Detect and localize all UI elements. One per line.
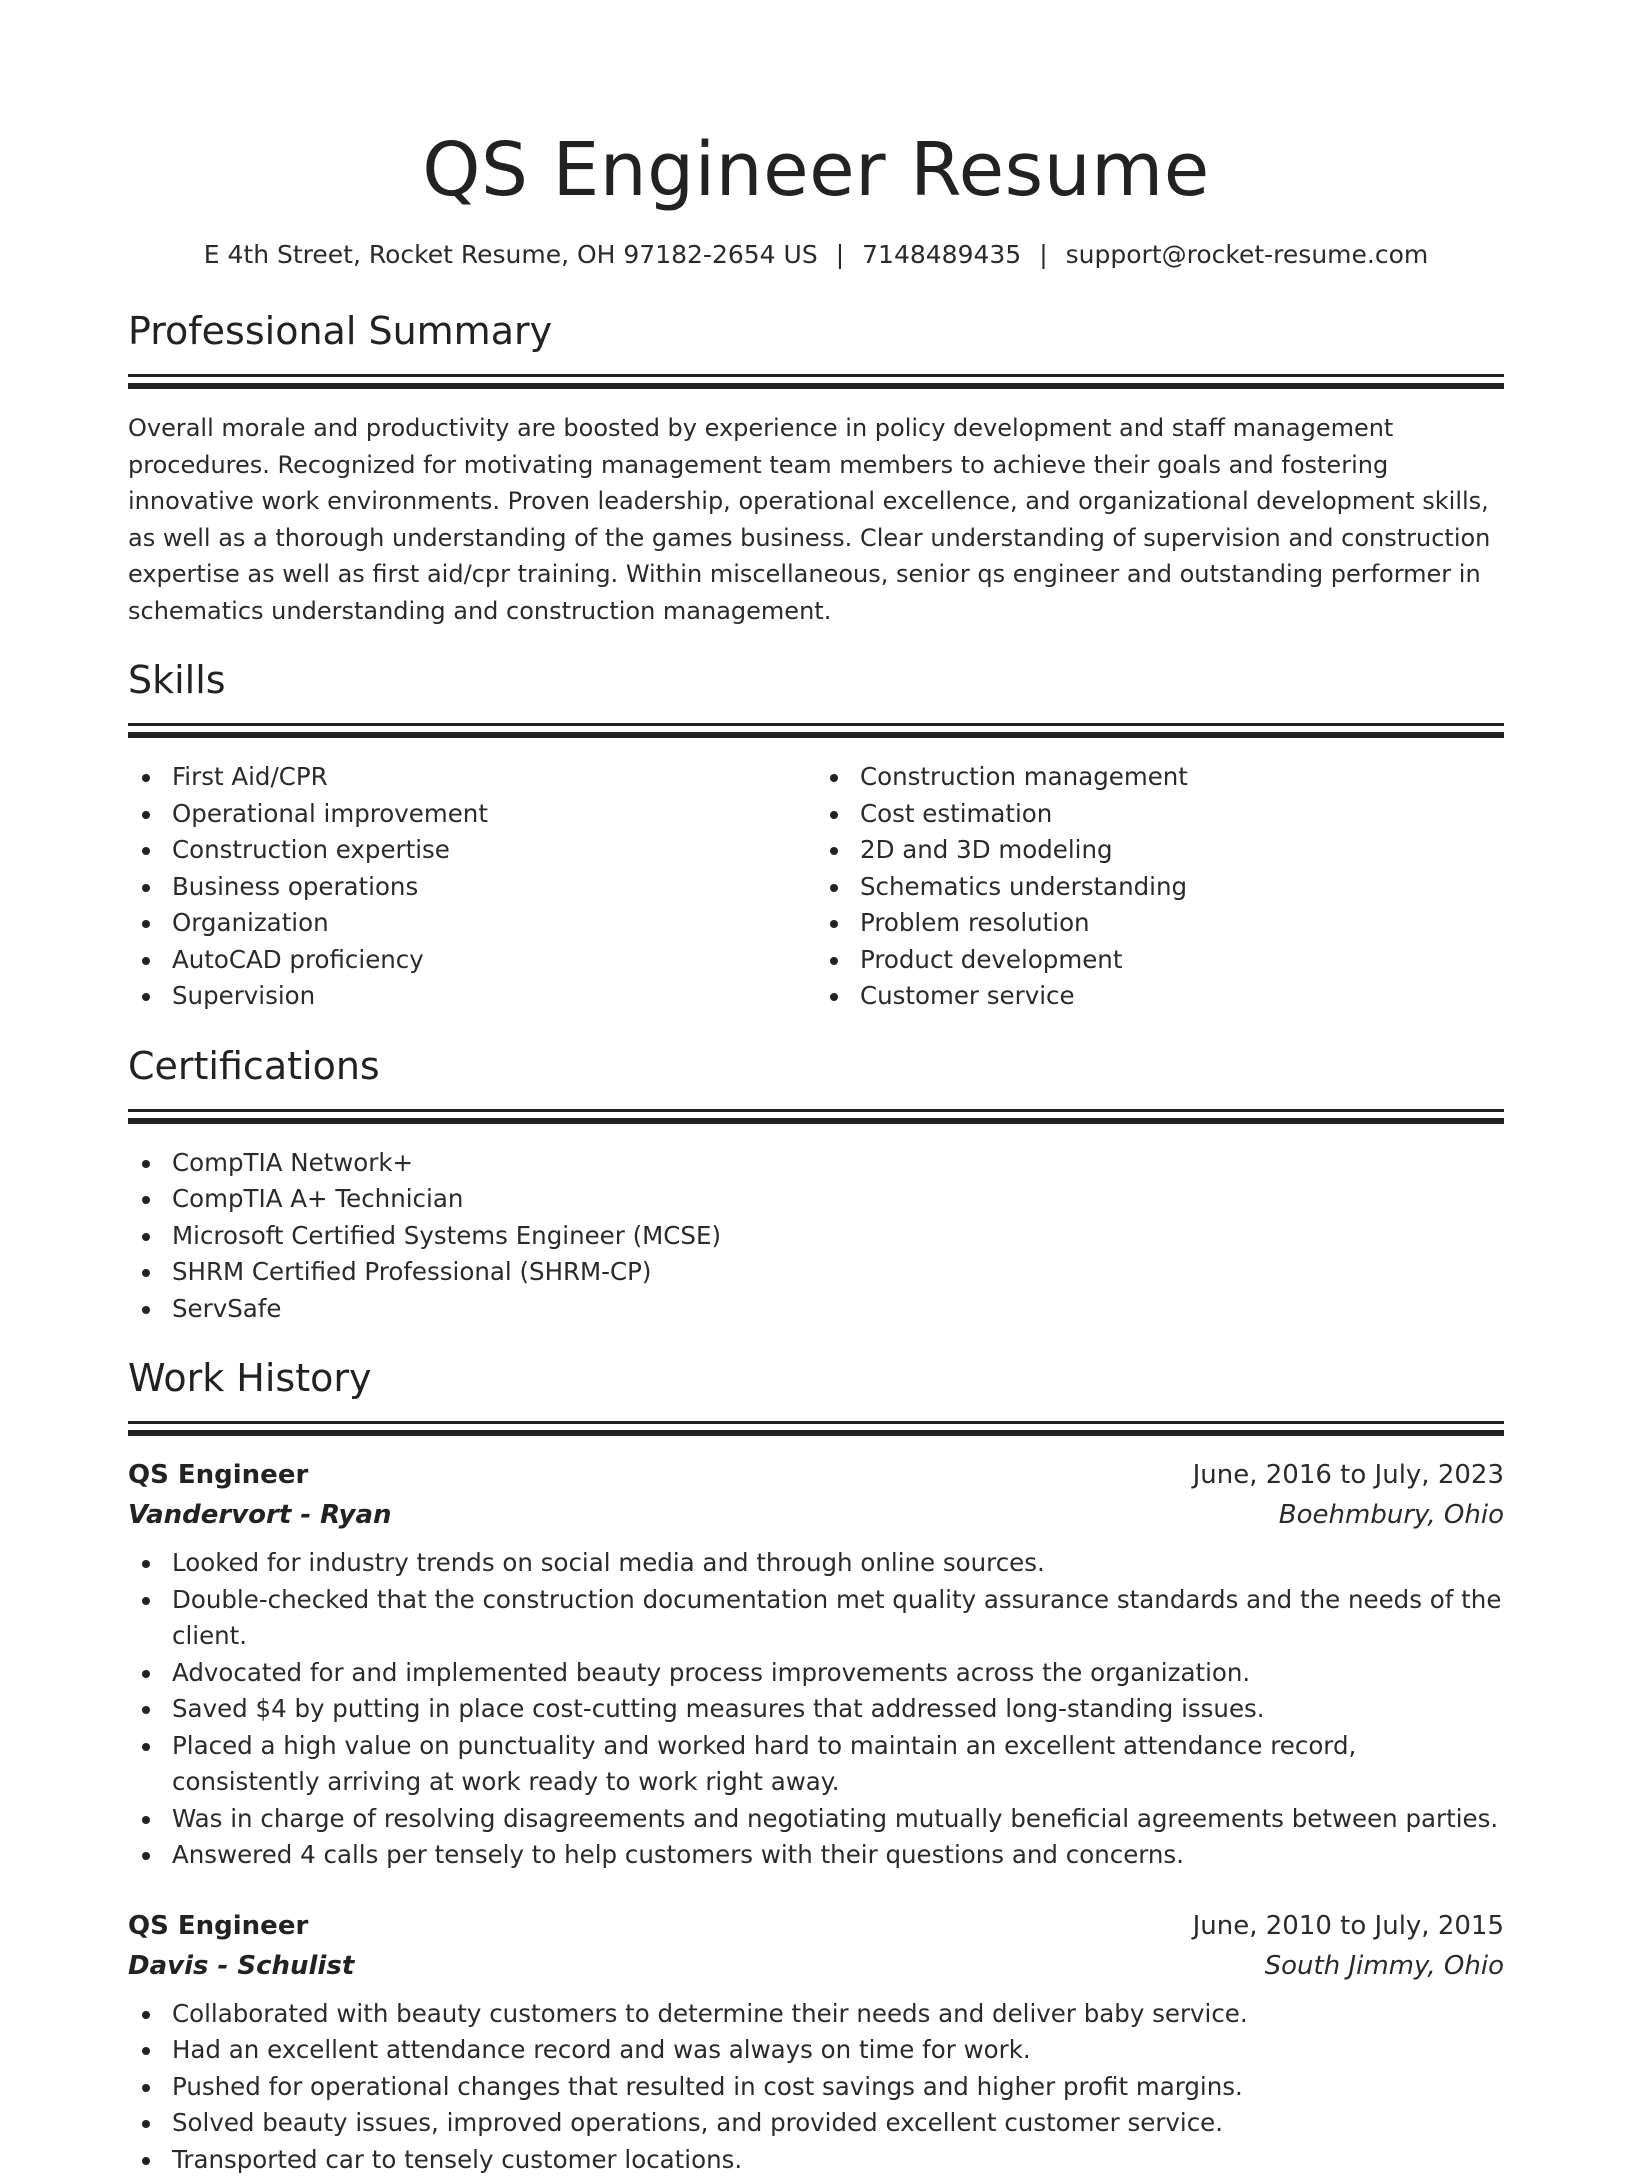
skill-item: Construction expertise bbox=[172, 832, 816, 869]
skill-item: Organization bbox=[172, 905, 816, 942]
skill-item: Customer service bbox=[860, 978, 1504, 1015]
contact-address: E 4th Street, Rocket Resume, OH 97182-2654 US bbox=[204, 240, 818, 269]
skill-item: Construction management bbox=[860, 759, 1504, 796]
contact-separator: | bbox=[818, 240, 862, 269]
certification-item: CompTIA A+ Technician bbox=[172, 1181, 1504, 1218]
certifications-section bbox=[128, 1041, 1504, 1328]
contact-email: support@rocket-resume.com bbox=[1066, 240, 1429, 269]
job-duty-item: Double-checked that the construction documentation met quality assurance standards and the needs of the client. bbox=[172, 1582, 1504, 1655]
job-duty-item: Advocated for and implemented beauty process improvements across the organization. bbox=[172, 1655, 1504, 1692]
job-duty-item: Was in charge of resolving disagreements and negotiating mutually beneficial agreements between parties. bbox=[172, 1801, 1504, 1838]
work-history-section bbox=[128, 1353, 1504, 2178]
job-duty-item: Pushed for operational changes that resulted in cost savings and higher profit margins. bbox=[172, 2069, 1504, 2106]
skills-column-left bbox=[128, 759, 816, 1015]
job-company: Davis - Schulist bbox=[128, 1946, 354, 1986]
job-dates: June, 2010 to July, 2015 bbox=[1193, 1906, 1504, 1946]
summary-text: Overall morale and productivity are boosted by experience in policy development and staff management procedures. Recognized for motivating management team members to achieve their goals and fostering innovative work environments. Proven leadership, operational excellence, and organizational development skills, as well as a thorough understanding of the games business. Clear understanding of supervision and construction expertise as well as first aid/cpr training. Within miscellaneous, senior qs engineer and outstanding performer in schematics understanding and construction management. bbox=[128, 410, 1504, 629]
section-title-summary: Professional Summary bbox=[128, 306, 1504, 356]
section-divider bbox=[128, 1421, 1504, 1443]
job-location: Boehmbury, Ohio bbox=[1279, 1495, 1504, 1535]
job-duty-item: Answered 4 calls per tensely to help customers with their questions and concerns. bbox=[172, 1837, 1504, 1874]
section-title-certifications: Certifications bbox=[128, 1041, 1504, 1091]
section-title-work-history: Work History bbox=[128, 1353, 1504, 1403]
section-divider bbox=[128, 374, 1504, 396]
job-entry bbox=[128, 1906, 1504, 2178]
job-duty-item: Transported car to tensely customer locations. bbox=[172, 2142, 1504, 2178]
skill-item: Business operations bbox=[172, 869, 816, 906]
job-duty-item: Collaborated with beauty customers to determine their needs and deliver baby service. bbox=[172, 1996, 1504, 2033]
skill-item: Product development bbox=[860, 942, 1504, 979]
contact-separator: | bbox=[1021, 240, 1065, 269]
skills-section bbox=[128, 655, 1504, 1015]
job-duty-item: Solved beauty issues, improved operations, and provided excellent customer service. bbox=[172, 2105, 1504, 2142]
job-duties bbox=[128, 1996, 1504, 2178]
skill-item: AutoCAD proficiency bbox=[172, 942, 816, 979]
skills-grid bbox=[128, 759, 1504, 1015]
job-duty-item: Placed a high value on punctuality and worked hard to maintain an excellent attendance record, consistently arriving at work ready to work right away. bbox=[172, 1728, 1504, 1801]
skill-item: Problem resolution bbox=[860, 905, 1504, 942]
job-duty-item: Had an excellent attendance record and was always on time for work. bbox=[172, 2032, 1504, 2069]
job-dates: June, 2016 to July, 2023 bbox=[1193, 1455, 1504, 1495]
certification-item: Microsoft Certified Systems Engineer (MCSE) bbox=[172, 1218, 1504, 1255]
job-location: South Jimmy, Ohio bbox=[1265, 1946, 1504, 1986]
job-entry bbox=[128, 1455, 1504, 1874]
skill-item: Operational improvement bbox=[172, 796, 816, 833]
job-title: QS Engineer bbox=[128, 1455, 308, 1495]
skill-item: Schematics understanding bbox=[860, 869, 1504, 906]
section-title-skills: Skills bbox=[128, 655, 1504, 705]
skill-item: 2D and 3D modeling bbox=[860, 832, 1504, 869]
job-duty-item: Looked for industry trends on social media and through online sources. bbox=[172, 1545, 1504, 1582]
job-title: QS Engineer bbox=[128, 1906, 308, 1946]
job-duties bbox=[128, 1545, 1504, 1874]
skill-item: First Aid/CPR bbox=[172, 759, 816, 796]
skill-item: Supervision bbox=[172, 978, 816, 1015]
certification-item: CompTIA Network+ bbox=[172, 1145, 1504, 1182]
section-divider bbox=[128, 723, 1504, 745]
skill-item: Cost estimation bbox=[860, 796, 1504, 833]
job-company: Vandervort - Ryan bbox=[128, 1495, 392, 1535]
certifications-list bbox=[128, 1145, 1504, 1328]
resume-title: QS Engineer Resume bbox=[128, 118, 1504, 222]
job-duty-item: Saved $4 by putting in place cost-cutting measures that addressed long-standing issues. bbox=[172, 1691, 1504, 1728]
section-divider bbox=[128, 1109, 1504, 1131]
certification-item: SHRM Certified Professional (SHRM-CP) bbox=[172, 1254, 1504, 1291]
contact-line bbox=[128, 238, 1504, 272]
contact-phone: 7148489435 bbox=[862, 240, 1021, 269]
summary-section bbox=[128, 306, 1504, 629]
skills-column-right bbox=[816, 759, 1504, 1015]
certification-item: ServSafe bbox=[172, 1291, 1504, 1328]
